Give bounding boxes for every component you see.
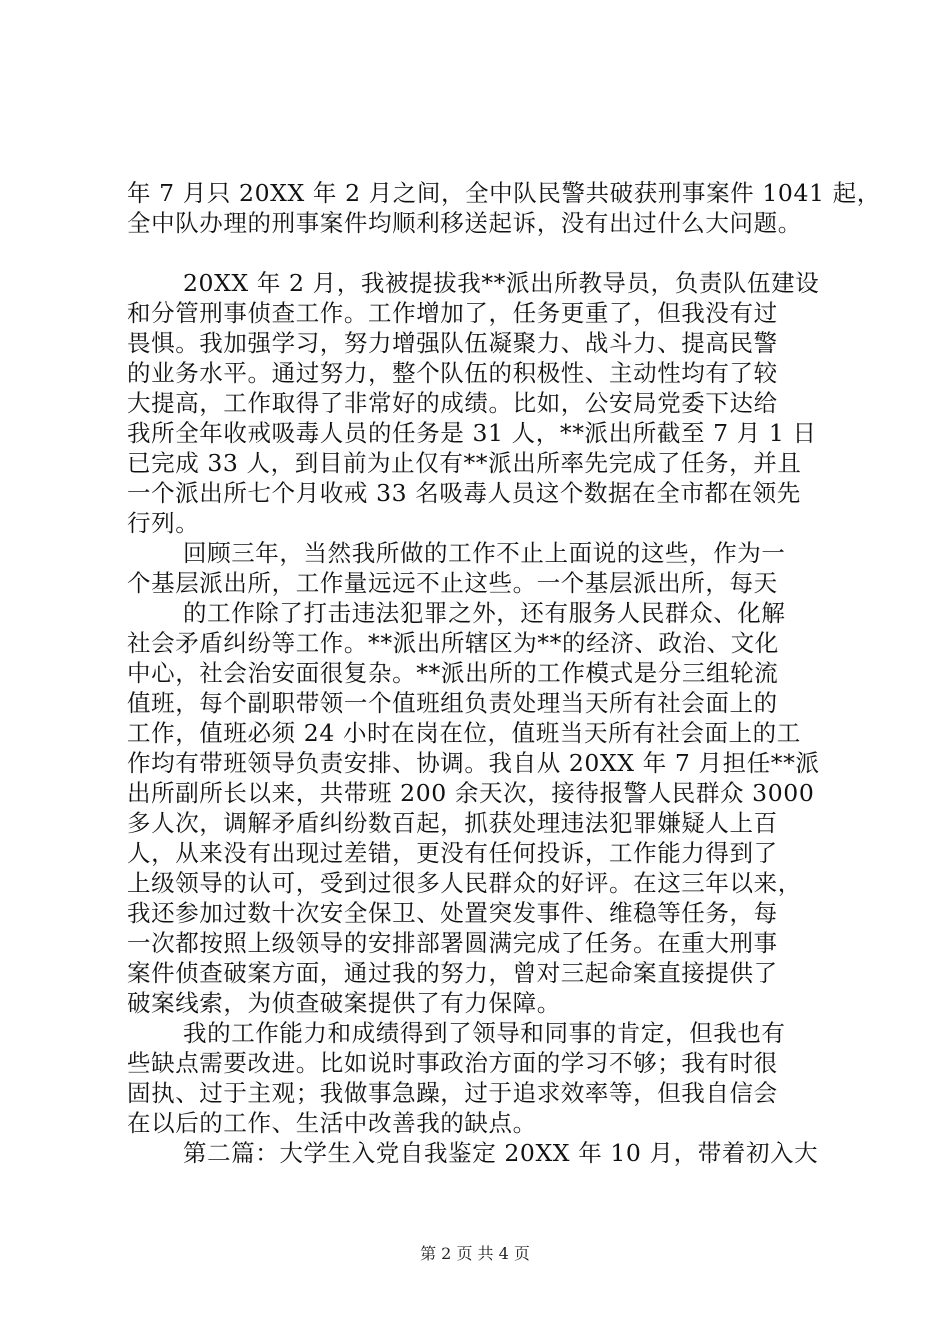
text-line: 在以后的工作、生活中改善我的缺点。 (127, 1109, 537, 1137)
text-line: 个基层派出所，工作量远远不止这些。一个基层派出所，每天 (127, 569, 778, 597)
text-line: 作均有带班领导负责安排、协调。我自从 20XX 年 7 月担任**派 (127, 749, 820, 777)
text-line: 第二篇：大学生入党自我鉴定 20XX 年 10 月，带着初入大 (183, 1139, 819, 1167)
text-line: 一个派出所七个月收戒 33 名吸毒人员这个数据在全市都在领先 (127, 479, 801, 507)
text-line: 案件侦查破案方面，通过我的努力，曾对三起命案直接提供了 (127, 959, 778, 987)
text-line: 我所全年收戒吸毒人员的任务是 31 人，**派出所截至 7 月 1 日 (127, 419, 817, 447)
text-line: 人，从来没有出现过差错，更没有任何投诉，工作能力得到了 (127, 839, 778, 867)
text-line: 大提高，工作取得了非常好的成绩。比如，公安局党委下达给 (127, 389, 778, 417)
text-line: 中心，社会治安面很复杂。**派出所的工作模式是分三组轮流 (127, 659, 779, 687)
text-line: 回顾三年，当然我所做的工作不止上面说的这些，作为一 (183, 539, 786, 567)
text-line: 的工作除了打击违法犯罪之外，还有服务人民群众、化解 (183, 599, 786, 627)
text-line: 和分管刑事侦查工作。工作增加了，任务更重了，但我没有过 (127, 299, 778, 327)
text-line: 年 7 月只 20XX 年 2 月之间，全中队民警共破获刑事案件 1041 起， (127, 179, 881, 207)
text-line: 社会矛盾纠纷等工作。**派出所辖区为**的经济、政治、文化 (127, 629, 779, 657)
text-line: 我还参加过数十次安全保卫、处置突发事件、维稳等任务，每 (127, 899, 778, 927)
text-line: 20XX 年 2 月，我被提拔我**派出所教导员，负责队伍建设 (183, 269, 820, 297)
page-number: 第 2 页 共 4 页 (420, 1244, 530, 1263)
text-line: 些缺点需要改进。比如说时事政治方面的学习不够；我有时很 (127, 1049, 778, 1077)
text-line: 已完成 33 人，到目前为止仅有**派出所率先完成了任务，并且 (127, 449, 802, 477)
text-line: 出所副所长以来，共带班 200 余天次，接待报警人民群众 3000 (127, 779, 815, 807)
text-line: 破案线索，为侦查破案提供了有力保障。 (127, 989, 561, 1017)
text-line: 畏惧。我加强学习，努力增强队伍凝聚力、战斗力、提高民警 (127, 329, 778, 357)
text-line: 全中队办理的刑事案件均顺利移送起诉，没有出过什么大问题。 (127, 209, 802, 237)
text-line: 固执、过于主观；我做事急躁，过于追求效率等，但我自信会 (127, 1079, 778, 1107)
text-line: 的业务水平。通过努力，整个队伍的积极性、主动性均有了较 (127, 359, 778, 387)
text-line: 工作，值班必须 24 小时在岗在位，值班当天所有社会面上的工 (127, 719, 801, 747)
text-line: 值班，每个副职带领一个值班组负责处理当天所有社会面上的 (127, 689, 778, 717)
text-line: 我的工作能力和成绩得到了领导和同事的肯定，但我也有 (183, 1019, 786, 1047)
text-line: 多人次，调解矛盾纠纷数百起，抓获处理违法犯罪嫌疑人上百 (127, 809, 778, 837)
text-line: 一次都按照上级领导的安排部署圆满完成了任务。在重大刑事 (127, 929, 778, 957)
text-line: 上级领导的认可，受到过很多人民群众的好评。在这三年以来， (127, 869, 802, 897)
text-line: 行列。 (127, 509, 200, 537)
